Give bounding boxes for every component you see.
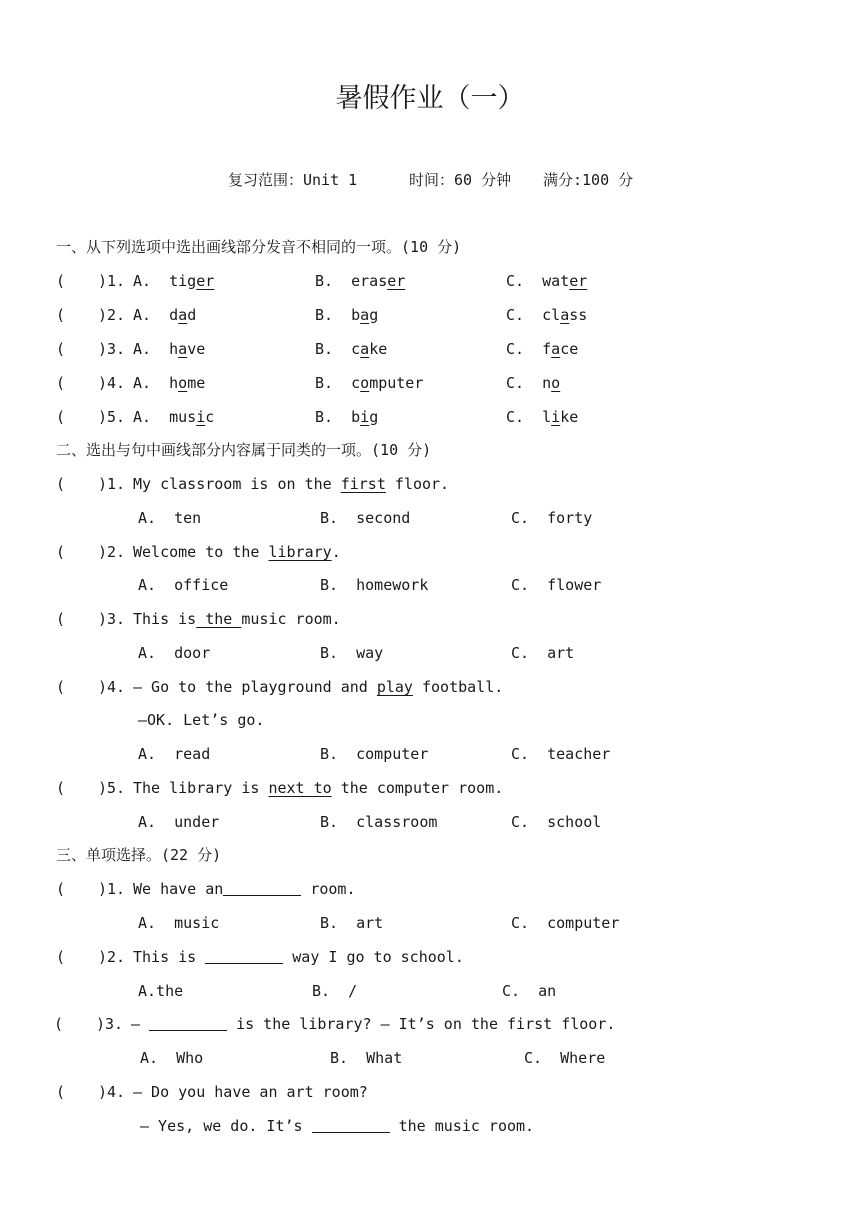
option-b[interactable]: B. big	[315, 408, 379, 426]
answer-bracket-close: )	[98, 408, 108, 426]
option-b[interactable]: B. classroom	[320, 813, 438, 831]
option-b[interactable]: B. computer	[315, 374, 424, 392]
option-c[interactable]: C. school	[511, 813, 602, 831]
option-a[interactable]: A. home	[133, 374, 206, 392]
option-a[interactable]: A. dad	[133, 306, 197, 324]
answer-bracket-open[interactable]: (	[56, 880, 66, 898]
answer-bracket-close: )	[98, 610, 108, 628]
answer-bracket-open[interactable]: (	[56, 678, 66, 696]
fill-blank[interactable]	[149, 1015, 227, 1031]
question-number: 2.	[107, 543, 126, 561]
question-number: 4.	[107, 1083, 126, 1101]
option-a[interactable]: A. door	[138, 644, 211, 662]
answer-bracket-open[interactable]: (	[56, 340, 66, 358]
section-2-heading: 二、选出与句中画线部分内容属于同类的一项。(10 分)	[56, 441, 432, 459]
option-b[interactable]: B. computer	[320, 745, 429, 763]
answer-bracket-close: )	[98, 543, 108, 561]
question-stem: This is way I go to school.	[133, 948, 464, 966]
answer-bracket-close: )	[96, 1015, 106, 1033]
option-a[interactable]: A. Who	[140, 1049, 204, 1067]
option-c[interactable]: C. no	[506, 374, 561, 392]
question-number: 1.	[107, 475, 126, 493]
option-a[interactable]: A.the	[138, 982, 184, 1000]
answer-bracket-open[interactable]: (	[56, 948, 66, 966]
question-stem: Welcome to the library.	[133, 543, 341, 561]
fill-blank[interactable]	[205, 948, 283, 964]
section-3-heading: 三、单项选择。(22 分)	[56, 846, 222, 864]
answer-bracket-close: )	[98, 948, 108, 966]
dialogue-response: —OK. Let’s go.	[138, 711, 265, 729]
fill-blank[interactable]	[312, 1117, 390, 1133]
question-number: 5.	[107, 779, 126, 797]
question-stem: This is the music room.	[133, 610, 341, 628]
question-stem: — Go to the playground and play football.	[133, 678, 504, 696]
option-b[interactable]: B. bag	[315, 306, 379, 324]
option-c[interactable]: C. computer	[511, 914, 620, 932]
option-b[interactable]: B. /	[312, 982, 358, 1000]
answer-bracket-open[interactable]: (	[54, 1015, 64, 1033]
answer-bracket-open[interactable]: (	[56, 1083, 66, 1101]
answer-bracket-open[interactable]: (	[56, 779, 66, 797]
answer-bracket-open[interactable]: (	[56, 543, 66, 561]
question-number: 2.	[107, 948, 126, 966]
option-b[interactable]: B. cake	[315, 340, 388, 358]
time-limit: 时间：60 分钟	[409, 171, 512, 189]
option-c[interactable]: C. an	[502, 982, 557, 1000]
section-1-heading: 一、从下列选项中选出画线部分发音不相同的一项。(10 分)	[56, 238, 462, 256]
option-b[interactable]: B. homework	[320, 576, 429, 594]
answer-bracket-close: )	[98, 340, 108, 358]
option-a[interactable]: A. office	[138, 576, 229, 594]
question-number: 5.	[107, 408, 126, 426]
option-a[interactable]: A. read	[138, 745, 211, 763]
question-number: 4.	[107, 374, 126, 392]
review-scope: 复习范围：Unit 1	[228, 171, 358, 189]
option-c[interactable]: C. forty	[511, 509, 593, 527]
option-c[interactable]: C. teacher	[511, 745, 611, 763]
option-b[interactable]: B. What	[330, 1049, 403, 1067]
question-stem: — Do you have an art room?	[133, 1083, 368, 1101]
option-a[interactable]: A. music	[138, 914, 220, 932]
answer-bracket-open[interactable]: (	[56, 610, 66, 628]
answer-bracket-close: )	[98, 1083, 108, 1101]
answer-bracket-open[interactable]: (	[56, 306, 66, 324]
fill-blank[interactable]	[223, 880, 301, 896]
option-a[interactable]: A. tiger	[133, 272, 215, 290]
option-a[interactable]: A. music	[133, 408, 215, 426]
option-c[interactable]: C. face	[506, 340, 579, 358]
answer-bracket-close: )	[98, 272, 108, 290]
option-b[interactable]: B. eraser	[315, 272, 406, 290]
answer-bracket-close: )	[98, 678, 108, 696]
answer-bracket-open[interactable]: (	[56, 374, 66, 392]
answer-bracket-close: )	[98, 880, 108, 898]
option-b[interactable]: B. second	[320, 509, 411, 527]
page-title: 暑假作业（一）	[335, 83, 525, 114]
option-a[interactable]: A. under	[138, 813, 220, 831]
option-c[interactable]: C. flower	[511, 576, 602, 594]
option-c[interactable]: C. art	[511, 644, 575, 662]
question-stem: The library is next to the computer room.	[133, 779, 504, 797]
answer-bracket-open[interactable]: (	[56, 408, 66, 426]
answer-bracket-close: )	[98, 779, 108, 797]
question-number: 4.	[107, 678, 126, 696]
total-score: 满分:100 分	[543, 171, 634, 189]
question-number: 3.	[107, 610, 126, 628]
option-b[interactable]: B. art	[320, 914, 384, 932]
question-stem: My classroom is on the first floor.	[133, 475, 450, 493]
answer-bracket-open[interactable]: (	[56, 272, 66, 290]
option-c[interactable]: C. Where	[524, 1049, 606, 1067]
dialogue-response: — Yes, we do. It’s the music room.	[140, 1117, 535, 1135]
question-number: 3.	[105, 1015, 124, 1033]
option-c[interactable]: C. water	[506, 272, 588, 290]
question-number: 1.	[107, 880, 126, 898]
option-c[interactable]: C. like	[506, 408, 579, 426]
question-stem: — is the library? — It’s on the first floor.	[131, 1015, 616, 1033]
option-c[interactable]: C. class	[506, 306, 588, 324]
question-number: 2.	[107, 306, 126, 324]
question-number: 1.	[107, 272, 126, 290]
question-stem: We have an room.	[133, 880, 356, 898]
answer-bracket-close: )	[98, 374, 108, 392]
answer-bracket-open[interactable]: (	[56, 475, 66, 493]
question-number: 3.	[107, 340, 126, 358]
answer-bracket-close: )	[98, 306, 108, 324]
option-a[interactable]: A. have	[133, 340, 206, 358]
option-b[interactable]: B. way	[320, 644, 384, 662]
option-a[interactable]: A. ten	[138, 509, 202, 527]
answer-bracket-close: )	[98, 475, 108, 493]
